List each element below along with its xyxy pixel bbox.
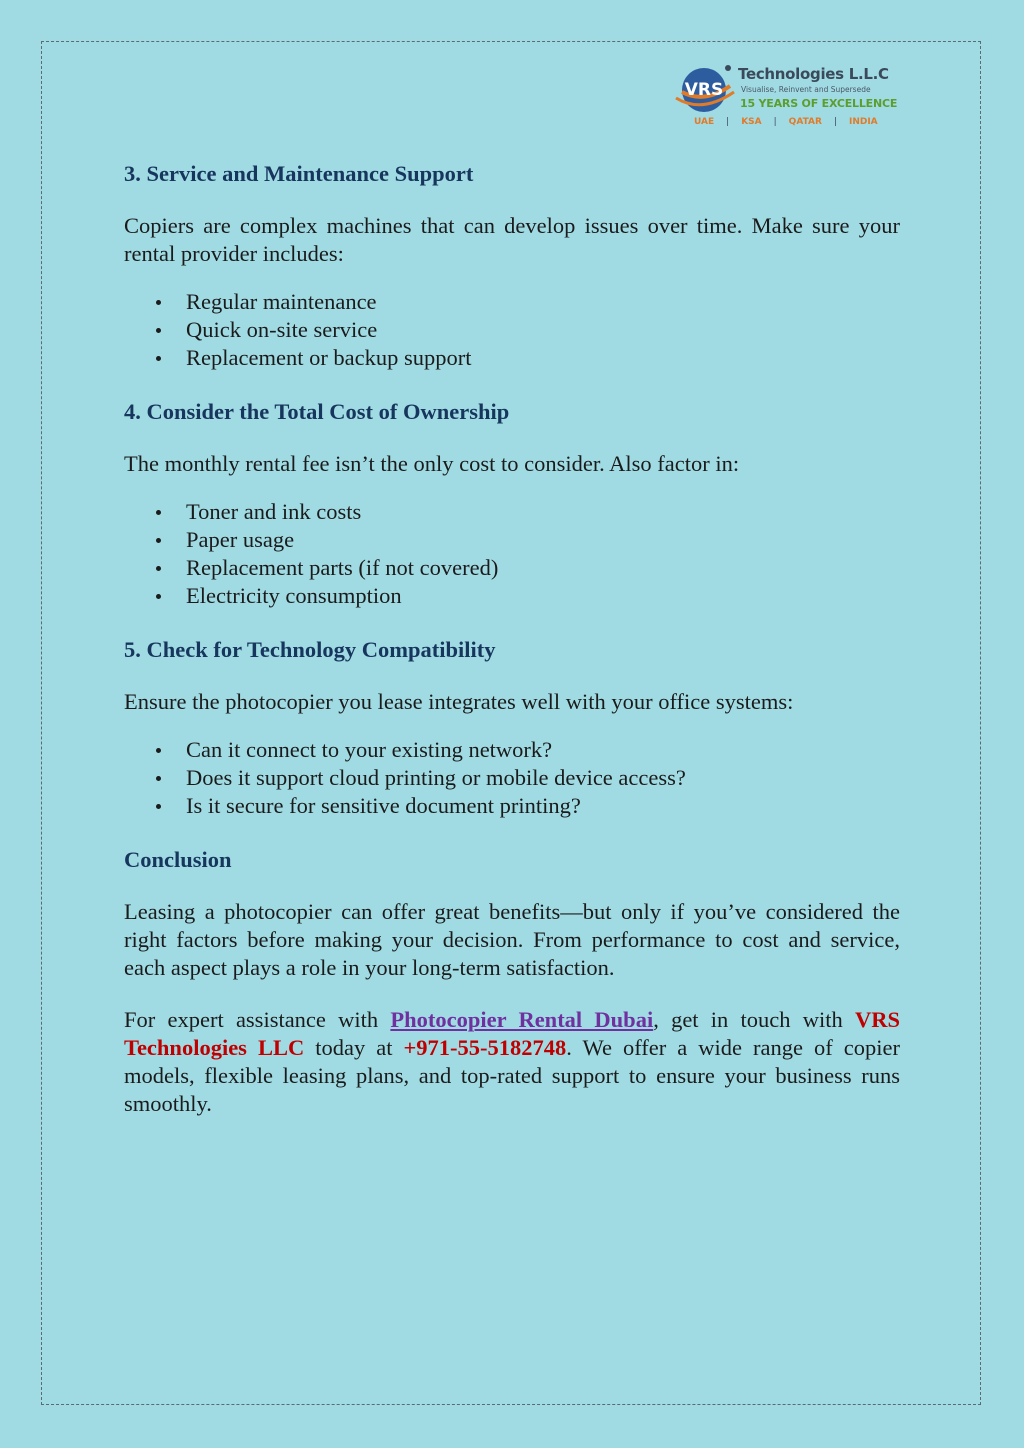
- list-item: Is it secure for sensitive document printing?: [124, 792, 900, 820]
- section-intro-technology: Ensure the photocopier you lease integrates well with your office systems:: [124, 689, 794, 714]
- logo-title: Technologies L.L.C: [738, 65, 889, 83]
- photocopier-rental-dubai-link[interactable]: Photocopier Rental Dubai: [390, 1007, 654, 1032]
- list-item: Replacement parts (if not covered): [124, 554, 900, 582]
- service-list: [124, 288, 900, 372]
- section-heading-cost: 4. Consider the Total Cost of Ownership: [124, 399, 510, 424]
- logo-years-badge: 15 YEARS OF EXCELLENCE: [740, 97, 898, 110]
- region-uae: UAE: [694, 117, 715, 127]
- cta-prefix: For expert assistance with: [124, 1007, 391, 1032]
- conclusion-paragraph: Leasing a photocopier can offer great benefits—but only if you’ve considered the right factors before making your decision. From performance to cost and service, each aspect plays a role in your long-term satisfaction.: [124, 899, 900, 980]
- section-intro-cost: The monthly rental fee isn’t the only cost to consider. Also factor in:: [124, 451, 740, 476]
- section-intro-service: Copiers are complex machines that can develop issues over time. Make sure your rental provider includes:: [124, 213, 900, 266]
- list-item: Toner and ink costs: [124, 498, 900, 526]
- cta-suffix: . We offer a wide range of copier models, flexible leasing plans, and top-rated support to ensure your business runs smoothly.: [124, 1035, 900, 1116]
- region-india: INDIA: [848, 117, 878, 127]
- cost-list: [124, 498, 900, 610]
- list-item: Paper usage: [124, 526, 900, 554]
- list-item: Does it support cloud printing or mobile device access?: [124, 764, 900, 792]
- list-item: Quick on-site service: [124, 316, 900, 344]
- region-ksa: KSA: [741, 117, 762, 127]
- list-item: Replacement or backup support: [124, 344, 900, 372]
- section-heading-service: 3. Service and Maintenance Support: [124, 161, 474, 186]
- list-item: Can it connect to your existing network?: [124, 736, 900, 764]
- company-name: VRS Technologies LLC: [124, 1007, 900, 1060]
- region-separator: |: [773, 117, 777, 127]
- region-qatar: QATAR: [788, 117, 822, 127]
- conclusion-heading: Conclusion: [124, 847, 232, 872]
- list-item: Electricity consumption: [124, 582, 900, 610]
- document-body: [124, 158, 900, 1118]
- vrs-globe-logo-icon: [672, 62, 738, 118]
- logo-tagline: Visualise, Reinvent and Supersede: [741, 85, 871, 94]
- list-item: Regular maintenance: [124, 288, 900, 316]
- section-heading-technology: 5. Check for Technology Compatibility: [124, 637, 496, 662]
- cta-mid: , get in touch with: [653, 1007, 855, 1032]
- company-logo: [672, 62, 902, 132]
- logo-regions: [694, 117, 878, 127]
- region-separator: |: [726, 117, 730, 127]
- contact-paragraph: [124, 1006, 900, 1118]
- logo-mark-text: VRS: [684, 80, 724, 100]
- cta-today: today at: [304, 1035, 404, 1060]
- region-separator: |: [833, 117, 837, 127]
- phone-number: +971-55-5182748: [403, 1035, 567, 1060]
- technology-list: [124, 736, 900, 820]
